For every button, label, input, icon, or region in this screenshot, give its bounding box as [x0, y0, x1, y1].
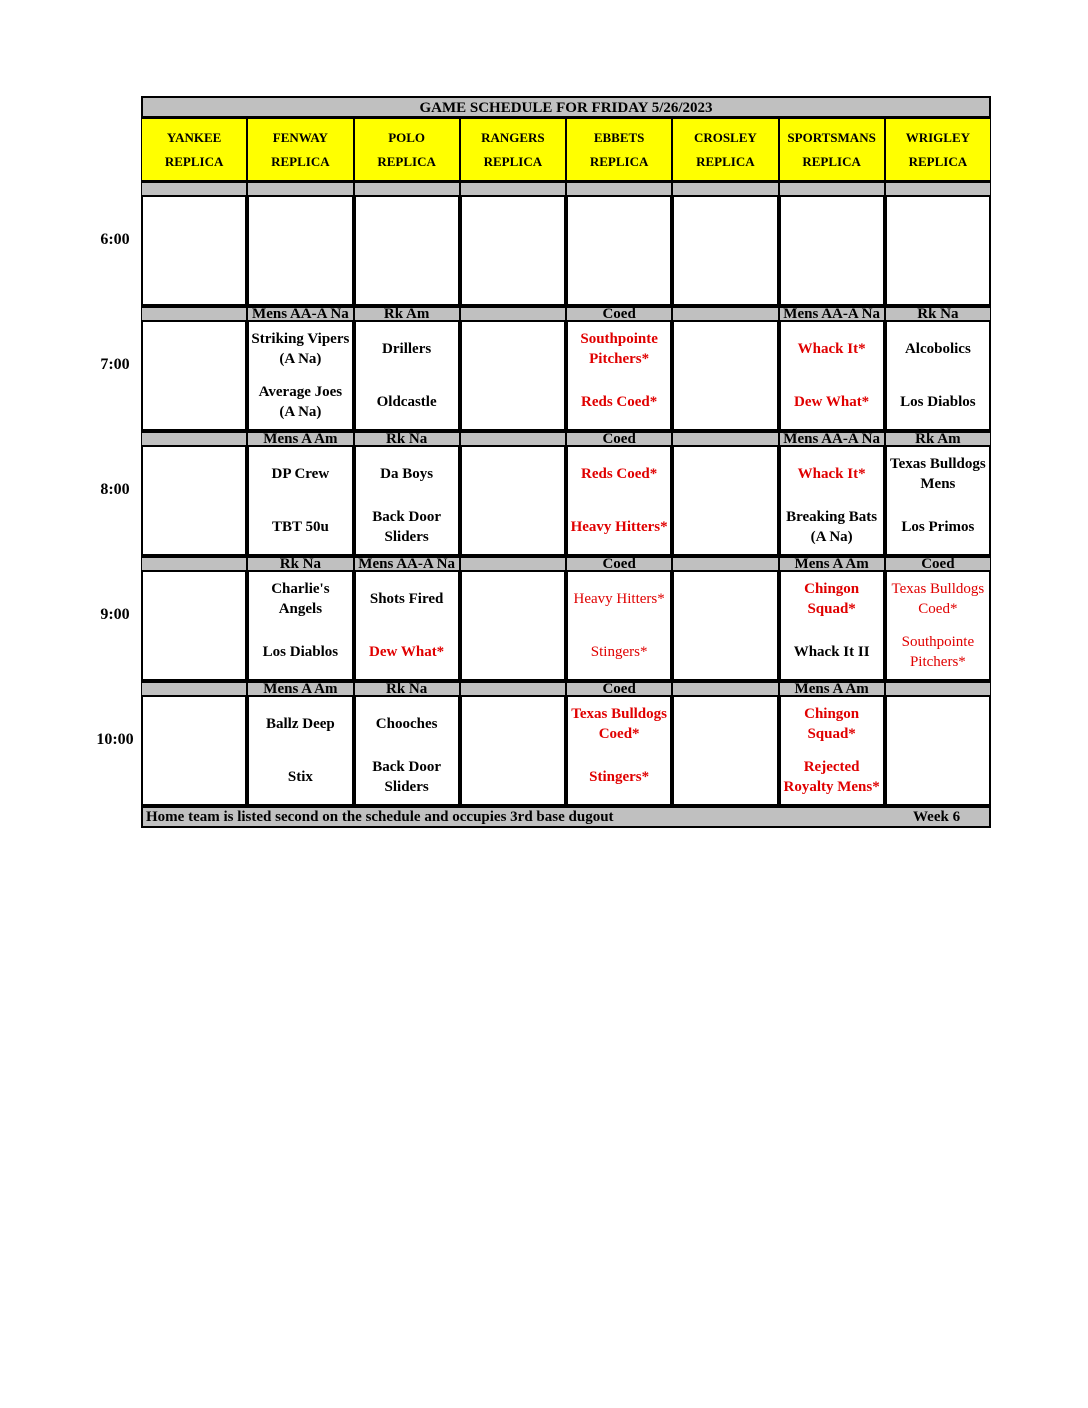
game-cell — [141, 446, 247, 556]
game-cell — [460, 446, 566, 556]
slot-row — [141, 571, 991, 681]
home-team: Back Door Sliders — [372, 509, 441, 546]
division-label — [672, 681, 778, 696]
division-label: Rk Na — [247, 556, 353, 571]
game-cell — [247, 571, 353, 681]
away-team: DP Crew — [271, 465, 330, 482]
division-label: Rk Na — [885, 306, 991, 321]
game-team-slot — [356, 501, 458, 555]
division-label — [460, 431, 566, 446]
schedule-table — [141, 96, 991, 828]
division-label — [141, 556, 247, 571]
game-team-slot — [568, 376, 670, 430]
game-team-slot — [568, 697, 670, 751]
away-team: Striking Vipers (A Na) — [251, 330, 350, 367]
division-label — [672, 556, 778, 571]
field-name: RANGERS — [481, 129, 545, 145]
game-team-slot — [781, 626, 883, 680]
home-team: Stingers* — [590, 644, 648, 661]
division-label: Rk Am — [354, 306, 460, 321]
game-cell — [566, 571, 672, 681]
game-cell — [779, 321, 885, 431]
game-cell — [885, 446, 991, 556]
division-label: Mens A Am — [247, 681, 353, 696]
division-label — [672, 431, 778, 446]
division-label: Coed — [566, 681, 672, 696]
division-label — [460, 306, 566, 321]
game-team-slot — [249, 697, 351, 751]
division-label: Coed — [885, 556, 991, 571]
game-cell — [141, 196, 247, 306]
field-subtitle: REPLICA — [377, 153, 436, 169]
division-label: Mens A Am — [779, 681, 885, 696]
field-header-sportsmans — [779, 118, 885, 181]
field-header-wrigley — [885, 118, 991, 181]
game-cell — [566, 446, 672, 556]
game-cell — [460, 571, 566, 681]
game-cell — [566, 196, 672, 306]
game-team-slot — [249, 501, 351, 555]
game-cell — [354, 696, 460, 806]
game-cell — [141, 696, 247, 806]
game-team-slot — [781, 447, 883, 501]
field-subtitle: REPLICA — [696, 153, 755, 169]
division-label — [460, 181, 566, 196]
time-label: 9:00 — [100, 606, 130, 623]
game-team-slot — [887, 626, 989, 680]
time-label: 7:00 — [100, 356, 130, 373]
away-team: Alcobolics — [904, 340, 971, 357]
game-cell — [247, 446, 353, 556]
home-team: Southpointe Pitchers* — [901, 634, 975, 671]
field-header-fenway — [247, 118, 353, 181]
away-team: Whack It* — [797, 340, 866, 357]
field-subtitle: REPLICA — [802, 153, 861, 169]
division-label — [885, 681, 991, 696]
home-team: Heavy Hitters* — [570, 519, 668, 536]
game-team-slot — [781, 572, 883, 626]
game-cell — [779, 446, 885, 556]
game-team-slot — [249, 626, 351, 680]
division-label — [460, 681, 566, 696]
field-name: FENWAY — [272, 129, 328, 145]
away-team: Reds Coed* — [580, 465, 658, 482]
slot-row — [141, 696, 991, 806]
division-row — [141, 556, 991, 571]
game-team-slot — [356, 322, 458, 376]
game-team-slot — [568, 626, 670, 680]
division-label: Mens A Am — [247, 431, 353, 446]
division-label — [141, 181, 247, 196]
game-cell — [672, 571, 778, 681]
division-label: Mens AA-A Na — [247, 306, 353, 321]
game-cell — [779, 571, 885, 681]
schedule-title: GAME SCHEDULE FOR FRIDAY 5/26/2023 — [141, 96, 991, 118]
time-slots — [141, 181, 991, 806]
away-team: Charlie's Angels — [271, 580, 330, 617]
game-cell — [885, 196, 991, 306]
game-team-slot — [356, 751, 458, 805]
division-label — [354, 181, 460, 196]
game-cell — [460, 321, 566, 431]
away-team: Chingon Squad* — [804, 705, 860, 742]
field-header-polo — [354, 118, 460, 181]
game-cell — [672, 321, 778, 431]
game-team-slot — [781, 751, 883, 805]
division-label: Rk Am — [885, 431, 991, 446]
home-team: Whack It II — [793, 644, 870, 661]
game-cell — [354, 571, 460, 681]
game-cell — [885, 696, 991, 806]
game-team-slot — [568, 572, 670, 626]
slot-row — [141, 321, 991, 431]
game-team-slot — [568, 322, 670, 376]
week-label: Week 6 — [913, 809, 961, 825]
division-label: Mens A Am — [779, 556, 885, 571]
division-row — [141, 181, 991, 196]
home-team: Oldcastle — [376, 394, 437, 411]
game-cell — [672, 196, 778, 306]
away-team: Ballz Deep — [266, 715, 335, 732]
game-cell — [460, 196, 566, 306]
time-label: 10:00 — [96, 731, 134, 748]
division-label — [672, 181, 778, 196]
field-name: CROSLEY — [693, 129, 757, 145]
field-header-rangers — [460, 118, 566, 181]
game-team-slot — [356, 697, 458, 751]
slot-row — [141, 446, 991, 556]
division-label: Rk Na — [354, 681, 460, 696]
division-label — [566, 181, 672, 196]
schedule-footer — [141, 806, 991, 828]
field-header-yankee — [141, 118, 247, 181]
game-team-slot — [887, 572, 989, 626]
field-name: POLO — [388, 129, 426, 145]
game-cell — [141, 321, 247, 431]
game-team-slot — [568, 751, 670, 805]
home-team: Breaking Bats (A Na) — [786, 509, 878, 546]
game-cell — [672, 696, 778, 806]
away-team: Chingon Squad* — [804, 580, 860, 617]
division-label: Coed — [566, 431, 672, 446]
time-label: 6:00 — [100, 231, 130, 248]
division-label — [779, 181, 885, 196]
division-label — [141, 681, 247, 696]
field-subtitle: REPLICA — [483, 153, 543, 169]
division-row — [141, 431, 991, 446]
game-team-slot — [356, 376, 458, 430]
game-team-slot — [249, 751, 351, 805]
away-team: Chooches — [375, 715, 438, 732]
away-team: Heavy Hitters* — [573, 590, 665, 607]
field-name: YANKEE — [166, 129, 222, 145]
home-team: Rejected Royalty Mens* — [783, 759, 880, 796]
away-team: Texas Bulldogs Coed* — [891, 580, 985, 617]
game-team-slot — [781, 697, 883, 751]
game-cell — [779, 196, 885, 306]
away-team: Shots Fired — [369, 590, 444, 607]
game-cell — [141, 571, 247, 681]
home-team: Los Diablos — [900, 394, 976, 411]
game-team-slot — [249, 322, 351, 376]
field-subtitle: REPLICA — [908, 153, 968, 169]
home-team: Back Door Sliders — [372, 759, 441, 796]
game-cell — [247, 196, 353, 306]
game-team-slot — [249, 447, 351, 501]
game-cell — [354, 196, 460, 306]
home-team: Los Primos — [901, 519, 975, 536]
away-team: Southpointe Pitchers* — [580, 330, 658, 367]
game-cell — [247, 696, 353, 806]
field-header-crosley — [672, 118, 778, 181]
home-team: Los Diablos — [262, 644, 339, 661]
division-row — [141, 306, 991, 321]
division-label — [141, 431, 247, 446]
away-team: Texas Bulldogs Mens — [890, 455, 986, 492]
game-team-slot — [568, 501, 670, 555]
game-cell — [779, 696, 885, 806]
game-team-slot — [887, 376, 989, 430]
division-label — [460, 556, 566, 571]
game-team-slot — [781, 322, 883, 376]
game-cell — [566, 321, 672, 431]
game-team-slot — [781, 501, 883, 555]
game-cell — [885, 321, 991, 431]
game-team-slot — [887, 447, 989, 501]
game-team-slot — [356, 572, 458, 626]
field-name: EBBETS — [593, 129, 645, 145]
away-team: Whack It* — [797, 465, 866, 482]
game-cell — [247, 321, 353, 431]
field-name: WRIGLEY — [905, 129, 971, 145]
home-team: Average Joes (A Na) — [258, 384, 343, 421]
home-team: Dew What* — [794, 394, 870, 411]
game-cell — [672, 446, 778, 556]
game-team-slot — [356, 626, 458, 680]
game-cell — [566, 696, 672, 806]
away-team: Da Boys — [380, 465, 434, 482]
footer-note: Home team is listed second on the schedule and occupies 3rd base dugout — [146, 809, 614, 825]
home-team: Stix — [287, 769, 313, 786]
division-label — [141, 306, 247, 321]
away-team: Drillers — [382, 340, 432, 357]
game-cell — [354, 446, 460, 556]
division-label: Coed — [566, 556, 672, 571]
game-cell — [354, 321, 460, 431]
slot-row — [141, 196, 991, 306]
game-team-slot — [249, 376, 351, 430]
field-name: SPORTSMANS — [787, 129, 876, 145]
field-subtitle: REPLICA — [164, 153, 224, 169]
home-team: Stingers* — [589, 769, 650, 786]
game-team-slot — [781, 376, 883, 430]
home-team: TBT 50u — [271, 519, 329, 536]
division-label: Rk Na — [354, 431, 460, 446]
division-label — [672, 306, 778, 321]
away-team: Texas Bulldogs Coed* — [571, 705, 667, 742]
field-subtitle: REPLICA — [589, 153, 649, 169]
division-row — [141, 681, 991, 696]
time-label: 8:00 — [100, 481, 130, 498]
home-team: Dew What* — [369, 644, 445, 661]
division-label — [247, 181, 353, 196]
field-header-row — [141, 118, 991, 181]
game-team-slot — [356, 447, 458, 501]
game-team-slot — [887, 322, 989, 376]
home-team: Reds Coed* — [580, 394, 658, 411]
game-team-slot — [249, 572, 351, 626]
division-label — [885, 181, 991, 196]
division-label: Mens AA-A Na — [354, 556, 460, 571]
game-team-slot — [568, 447, 670, 501]
field-subtitle: REPLICA — [271, 153, 330, 169]
game-cell — [885, 571, 991, 681]
division-label: Mens AA-A Na — [779, 431, 885, 446]
field-header-ebbets — [566, 118, 672, 181]
game-cell — [460, 696, 566, 806]
division-label: Mens AA-A Na — [779, 306, 885, 321]
division-label: Coed — [566, 306, 672, 321]
game-team-slot — [887, 501, 989, 555]
